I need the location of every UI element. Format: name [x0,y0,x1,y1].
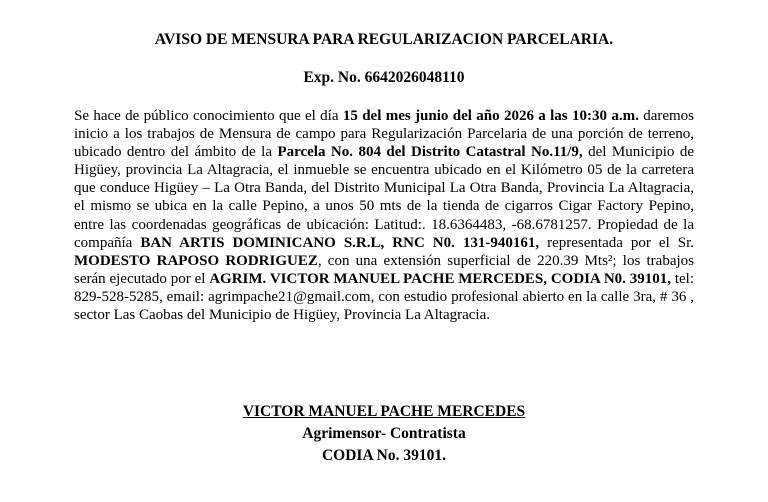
body-segment: Se hace de público conocimiento que el día [74,108,343,124]
body-segment: , con una extensión superficial de 220.39 Mts²; los trabajos serán ejecutado por el [74,252,694,287]
body-segment: del Municipio de Higüey, provincia La Altagracia, el inmueble se encuentra ubicado en el Kilómetro 05 de la carretera que conduce Higüey – La Otra Banda, del Distrito Municipal La Otra Banda, Provincia La Altagracia, el mismo se ubica en la calle Pepino, a unos 50 mts de la tienda de cigarros Cigar Factory Pepino, entre las coordenadas geográficas de ubicación: Latitud:. 18.6364483, -68.6781257. Propiedad de la compañía [74,144,694,251]
body-segment: tel: 829-528-5285, email: agrimpache21@gmail.com, con estudio profesional abierto en la calle 3ra, # 36 , sector Las Caobas del Municipio de Higüey, Provincia La Altagracia. [74,270,694,324]
body-segment-bold: Parcela No. 804 del Distrito Catastral No.11/9, [277,144,583,161]
body-segment: daremos inicio a los trabajos de Mensura de campo para Regularización Parcelaria de una porción de terreno, ubicado dentro del ámbito de la [74,108,695,161]
body-segment: representada por el Sr. [539,234,695,251]
expediente-number: Exp. No. 6642026048110 [303,69,465,86]
signature-name: VICTOR MANUEL PACHE MERCEDES [242,403,526,420]
notice-title: AVISO DE MENSURA PARA REGULARIZACION PARCELARIA. [154,31,614,48]
body-segment-bold: MODESTO RAPOSO RODRIGUEZ [74,252,318,269]
notice-body [74,107,694,324]
body-segment-bold: BAN ARTIS DOMINICANO S.R.L, RNC N0. 131-940161, [140,234,540,251]
signature-role: Agrimensor- Contratista [302,425,466,442]
body-segment-bold: AGRIM. VICTOR MANUEL PACHE MERCEDES, CODIA N0. 39101, [209,270,671,287]
body-segment-bold: 15 del mes junio del año 2026 a las 10:30 a.m. [342,108,639,124]
signature-codia: CODIA No. 39101. [321,447,446,464]
